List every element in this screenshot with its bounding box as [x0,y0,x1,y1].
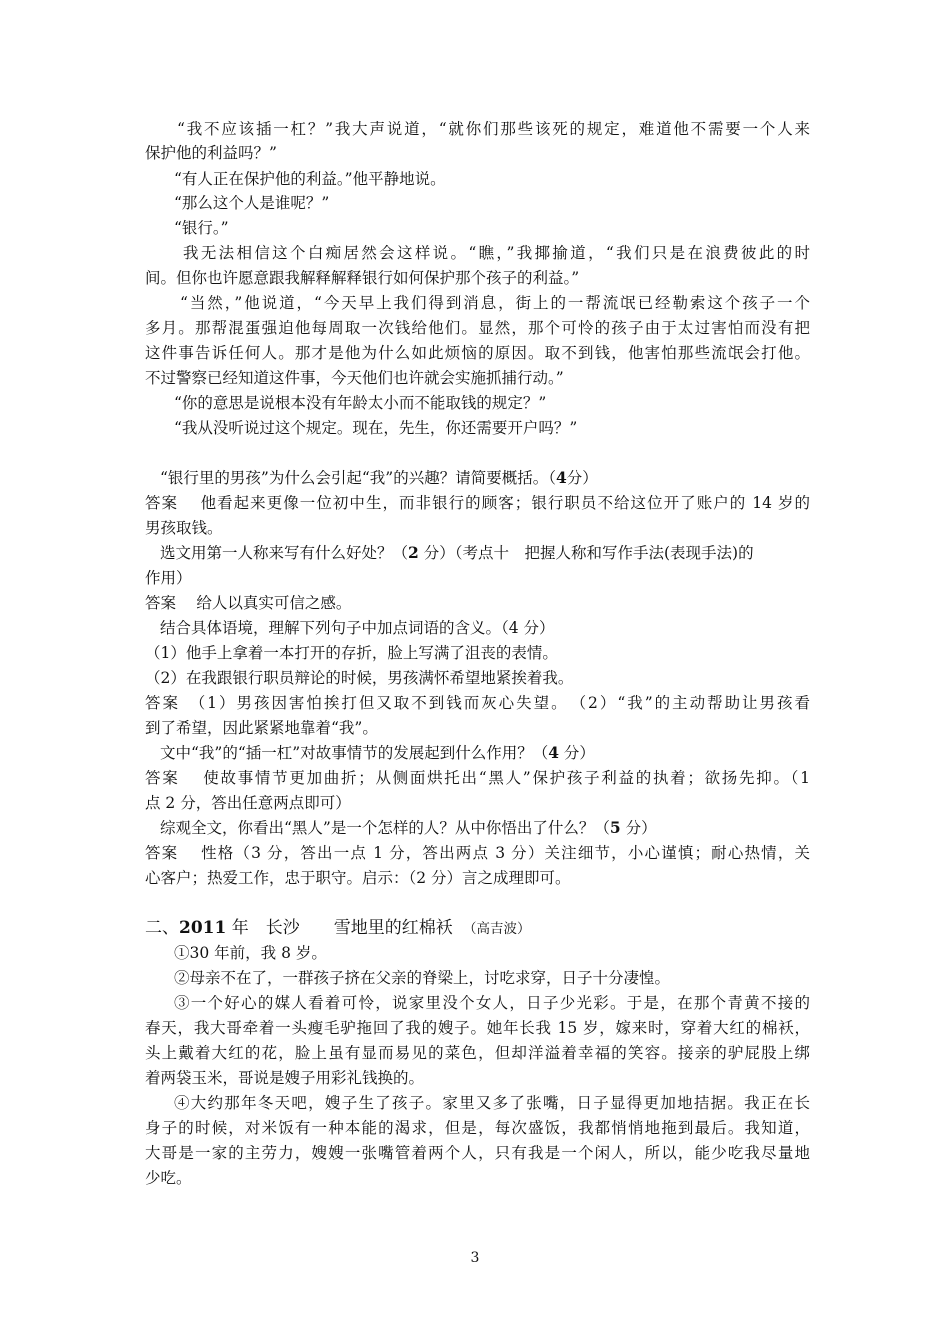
dialogue-line: 多月。那帮混蛋强迫他每周取一次钱给他们。显然，那个可怜的孩子由于太过害怕而没有把 [145,319,810,337]
story-line: ②母亲不在了，一群孩子挤在父亲的脊梁上，讨吃求穿，日子十分凄惶。 [174,969,671,987]
answer-3-line: 答案 （1）男孩因害怕挨打但又取不到钱而灰心失望。 （2）“我”的主动帮助让男孩看 [145,694,810,712]
answer-5-line: 心客户；热爱工作，忠于职守。启示：（2 分）言之成理即可。 [145,869,571,887]
question-1: “银行里的男孩”为什么会引起“我”的兴趣？请简要概括。（4分） [160,468,598,487]
story-line: 春天，我大哥牵着一头瘦毛驴拖回了我的嫂子。她年长我 15 岁，嫁来时，穿着大红的棉袄， [145,1019,810,1037]
dialogue-line: 我无法相信这个白痴居然会这样说。“瞧，”我揶揄道，“我们只是在浪费彼此的时 [183,244,810,262]
dialogue-line: “你的意思是说根本没有年龄太小而不能取钱的规定？” [174,394,547,412]
answer-5-line: 答案 性格（3 分，答出一点 1 分，答出两点 3 分）关注细节，小心谨慎；耐心热情，关 [145,844,810,862]
dialogue-line: “有人正在保护他的利益。”他平静地说。 [174,170,446,188]
story-line: 身子的时候，对米饭有一种本能的渴求，但是，每次盛饭，我都悄悄地拖到最后。我知道， [145,1119,810,1137]
answer-3-line: 到了希望，因此紧紧地靠着“我”。 [145,719,378,737]
story-line: 着两袋玉米，哥说是嫂子用彩礼钱换的。 [145,1069,425,1087]
dialogue-line: “银行。” [174,219,229,237]
question-2-line: 作用） [145,569,192,587]
answer-4-line: 点 2 分，答出任意两点即可） [145,794,351,812]
dialogue-line: “当然，”他说道，“今天早上我们得到消息，街上的一帮流氓已经勒索这个孩子一个 [180,294,810,312]
story-line: ④大约那年冬天吧，嫂子生了孩子。家里又多了张嘴，日子显得更加地拮据。我正在长 [174,1094,810,1112]
answer-1-line: 答案 他看起来更像一位初中生，而非银行的顾客；银行职员不给这位开了账户的 14 岁的 [145,494,810,512]
section-title: 二、2011 年 长沙 雪地里的红棉袄 （高吉波） [145,918,531,938]
question-4: 文中“我”的“插一杠”对故事情节的发展起到什么作用？（4 分） [160,743,595,762]
question-3-item: （1）他手上拿着一本打开的存折，脸上写满了沮丧的表情。 [145,644,558,662]
dialogue-line: 不过警察已经知道这件事，今天他们也许就会实施抓捕行动。” [145,369,564,387]
page-number: 3 [470,1250,480,1266]
dialogue-line: “我从没听说过这个规定。现在，先生，你还需要开户吗？” [174,419,578,437]
dialogue-line: “我不应该插一杠？”我大声说道，“就你们那些该死的规定，难道他不需要一个人来 [177,120,810,138]
question-2: 选文用第一人称来写有什么好处？（2 分）（考点十 把握人称和写作手法(表现手法)的 [160,543,754,562]
question-3: 结合具体语境，理解下列句子中加点词语的含义。（4 分） [160,619,555,637]
story-line: 大哥是一家的主劳力，嫂嫂一张嘴管着两个人，只有我是一个闲人，所以，能少吃我尽量地 [145,1144,810,1162]
answer-2: 答案 给人以真实可信之感。 [145,594,352,612]
answer-1-line: 男孩取钱。 [145,519,223,537]
question-3-item: （2）在我跟银行职员辩论的时候，男孩满怀希望地紧挨着我。 [145,669,574,687]
answer-4-line: 答案 使故事情节更加曲折；从侧面烘托出“黑人”保护孩子利益的执着；欲扬先抑。（1 [145,769,810,787]
dialogue-line: 间。但你也许愿意跟我解释解释银行如何保护那个孩子的利益。” [145,269,580,287]
story-line: 头上戴着大红的花，脸上虽有显而易见的菜色，但却洋溢着幸福的笑容。接亲的驴屁股上绑 [145,1044,810,1062]
story-line: ③一个好心的媒人看着可怜，说家里没个女人，日子少光彩。于是，在那个青黄不接的 [174,994,810,1012]
dialogue-line: 保护他的利益吗？” [145,144,277,162]
dialogue-line: 这件事告诉任何人。那才是他为什么如此烦恼的原因。取不到钱，他害怕那些流氓会打他。 [145,344,810,362]
question-5: 综观全文，你看出“黑人”是一个怎样的人？从中你悟出了什么？（5 分） [160,818,657,837]
dialogue-line: “那么这个人是谁呢？” [174,194,330,212]
story-line: 少吃。 [145,1169,192,1187]
story-line: ①30 年前，我 8 岁。 [174,944,327,962]
